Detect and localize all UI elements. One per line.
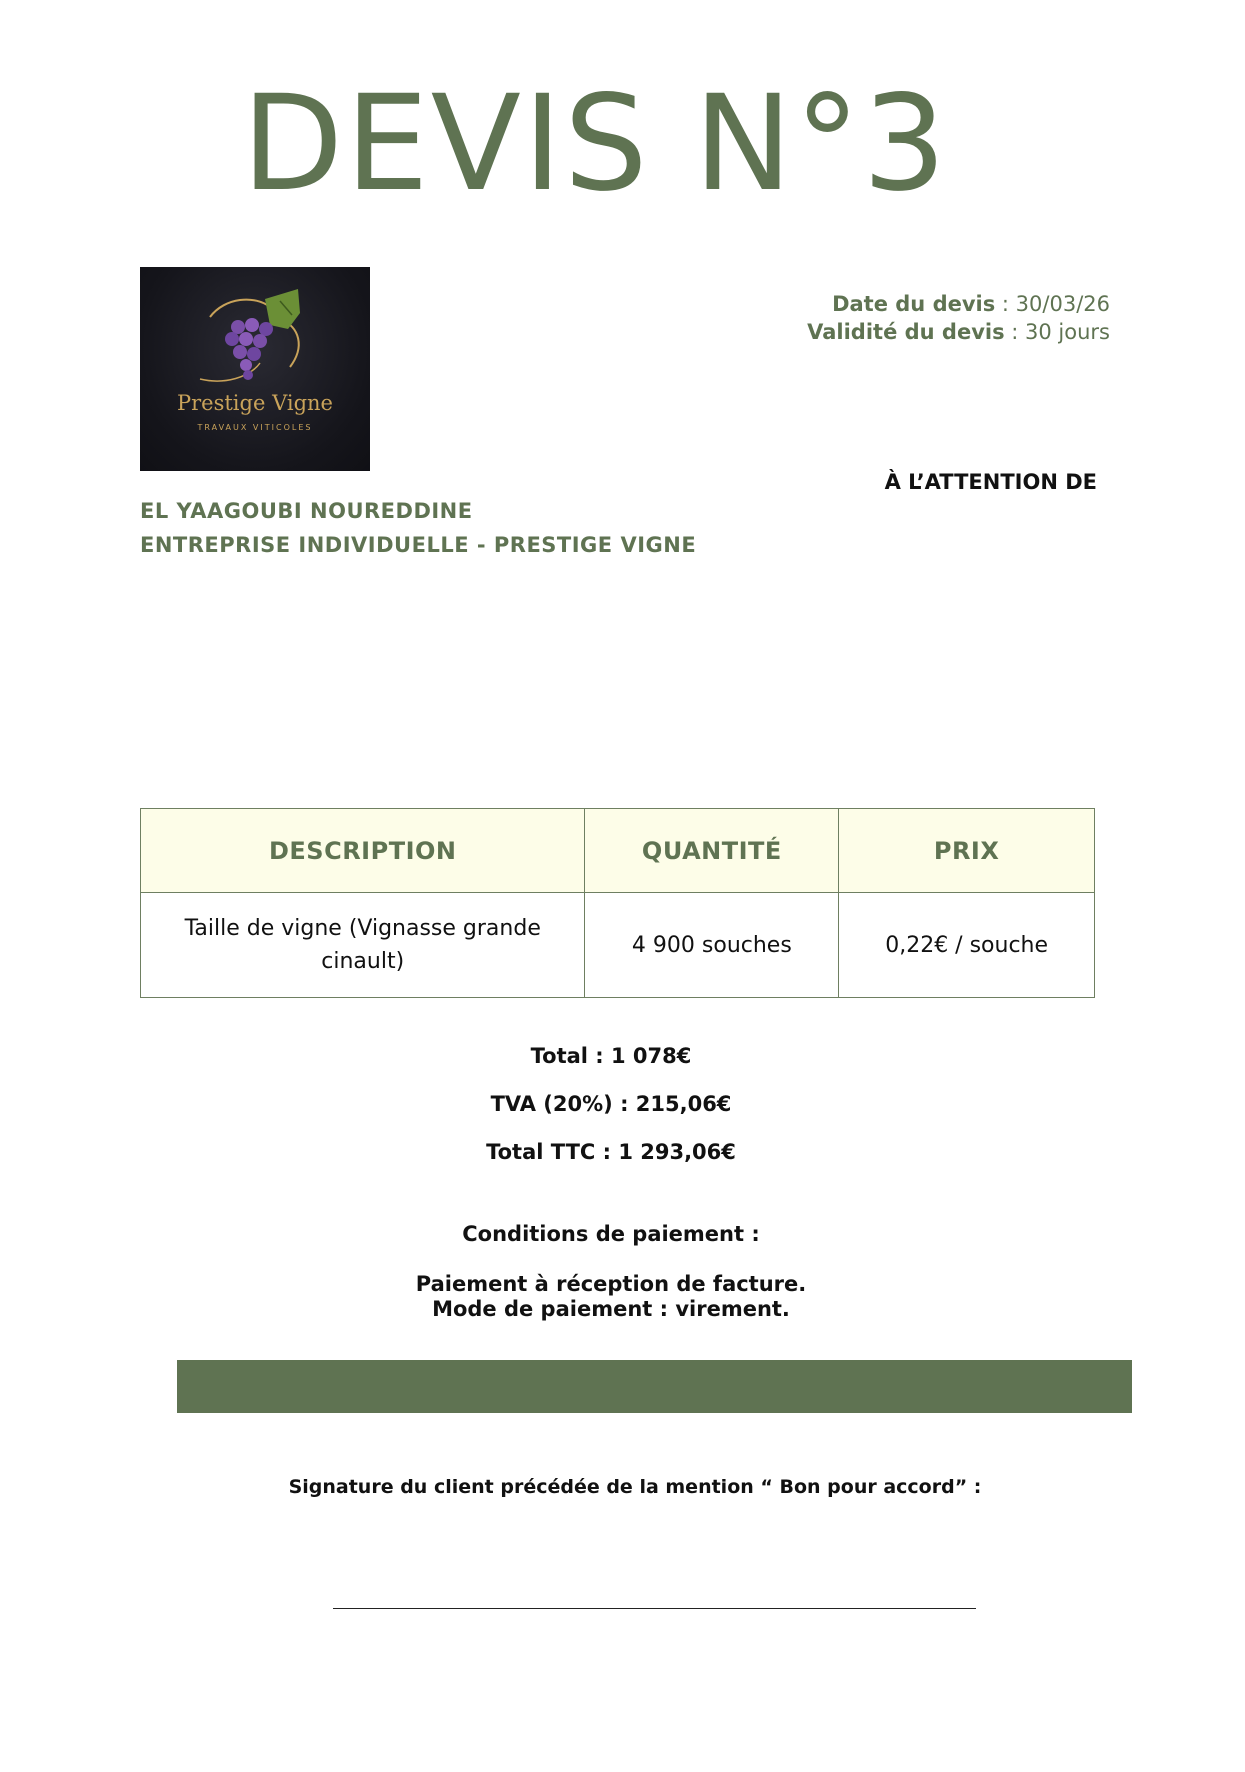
payment-method-line: Mode de paiement : virement. [432, 1297, 790, 1321]
items-table [140, 808, 1095, 998]
total-tva: TVA (20%) : 215,06€ [490, 1092, 732, 1116]
document-title: DEVIS N°3 [241, 67, 949, 221]
quote-validity-label: Validité du devis [807, 320, 1005, 344]
quote-date-label: Date du devis [832, 292, 996, 316]
header-price: PRIX [839, 809, 1095, 893]
payment-condition-line: Paiement à réception de facture. [415, 1272, 807, 1296]
quote-meta [807, 290, 1110, 346]
payment-conditions-title: Conditions de paiement : [462, 1222, 760, 1246]
logo-name: Prestige Vigne [177, 391, 333, 415]
divider-band [177, 1360, 1132, 1413]
quote-date-value: 30/03/26 [1015, 292, 1110, 316]
logo-subtitle: TRAVAUX VITICOLES [197, 423, 313, 432]
payment-conditions [0, 1272, 1222, 1322]
totals [0, 1044, 1222, 1188]
grape-icon [140, 267, 370, 471]
quote-validity: Validité du devis : 30 jours [807, 320, 1110, 344]
quote-validity-value: 30 jours [1025, 320, 1110, 344]
cell-quantity: 4 900 souches [585, 893, 839, 998]
table-header-row [141, 809, 1095, 893]
total-ttc: Total TTC : 1 293,06€ [486, 1140, 736, 1164]
total-ht: Total : 1 078€ [530, 1044, 692, 1068]
signature-label: Signature du client précédée de la mention “ Bon pour accord” : [288, 1476, 982, 1498]
company-info [140, 494, 696, 562]
quote-date: Date du devis : 30/03/26 [832, 292, 1110, 316]
table-row [141, 893, 1095, 998]
cell-description: Taille de vigne (Vignasse grande cinault) [141, 893, 585, 998]
company-entity: ENTREPRISE INDIVIDUELLE - PRESTIGE VIGNE [140, 533, 697, 557]
header-description: DESCRIPTION [141, 809, 585, 893]
header-quantity: QUANTITÉ [585, 809, 839, 893]
signature-line [333, 1608, 976, 1609]
company-name: EL YAAGOUBI NOUREDDINE [140, 499, 473, 523]
attention-heading: À L’ATTENTION DE [884, 470, 1097, 494]
cell-price: 0,22€ / souche [839, 893, 1095, 998]
company-logo [140, 267, 370, 471]
